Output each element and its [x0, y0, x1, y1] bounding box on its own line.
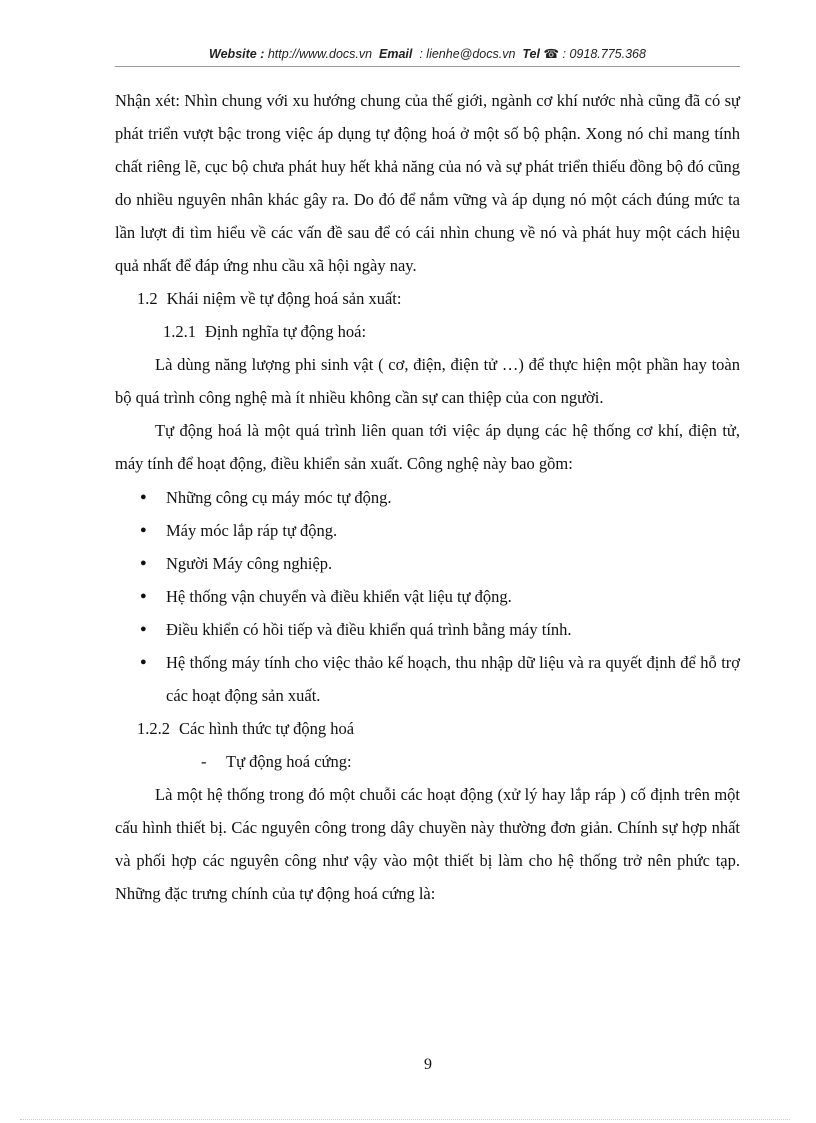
- paragraph-remark: Nhận xét: Nhìn chung với xu hướng chung của thế giới, ngành cơ khí nước nhà cũng đã có sự phát triển vượt bậc trong việc áp dụng tự động hoá ở một số bộ phận. Xong nó chỉ mang tính chất riêng lẽ, cục bộ chưa phát huy hết khả năng của nó và sự phát triển thiếu đồng bộ đó cũng do nhiều nguyên nhân khác gây ra. Do đó để nắm vững và áp dụng nó một cách đúng mức ta lần lượt đi tìm hiểu về các vấn đề sau để có cái nhìn chung về nó và phát huy một cách hiệu quả nhất để đáp ứng nhu cầu xã hội ngày nay.: [115, 91, 740, 275]
- subsection-title: Định nghĩa tự động hoá:: [205, 322, 367, 341]
- list-item: ● Điều khiển có hồi tiếp và điều khiển quá trình bằng máy tính.: [115, 613, 740, 646]
- website-url[interactable]: http://www.docs.vn: [267, 47, 373, 61]
- page-number: 9: [424, 1056, 432, 1073]
- dash-marker: -: [201, 752, 207, 771]
- list-item: ● Hệ thống vận chuyển và điều khiển vật liệu tự động.: [115, 580, 740, 613]
- phone-icon: ☎: [543, 47, 560, 61]
- section-title: Khái niệm về tự động hoá sản xuất:: [166, 289, 402, 308]
- bullet-icon: ●: [140, 491, 147, 503]
- paragraph-hard-automation: Là một hệ thống trong đó một chuỗi các hoạt động (xử lý hay lắp ráp ) cố định trên một cấu hình thiết bị. Các nguyên công trong dây chuyền này thường đơn giản. Chính sự hợp nhất và phối hợp các nguyên công như vậy vào một thiết bị làm cho hệ thống trở nên phức tạp. Những đặc trưng chính của tự động hoá cứng là:: [115, 785, 740, 903]
- subsection-number: 1.2.2: [137, 719, 170, 738]
- bullet-icon: ●: [140, 656, 147, 668]
- subsection-number: 1.2.1: [163, 322, 196, 341]
- section-number: 1.2: [137, 289, 158, 308]
- tel-label: Tel: [522, 47, 540, 61]
- technology-list: [115, 481, 740, 712]
- subsection-heading-1-2-1: [115, 315, 740, 348]
- email-label: Email: [379, 47, 413, 61]
- section-heading-1-2: [115, 282, 740, 315]
- subsection-heading-1-2-2: [115, 712, 740, 745]
- tel-number: 0918.775.368: [569, 47, 646, 61]
- footer-rule: [20, 1119, 790, 1120]
- dash-item-hard-automation: [115, 745, 740, 778]
- bullet-icon: ●: [140, 590, 147, 602]
- bullet-icon: ●: [140, 623, 147, 635]
- paragraph-automation: Tự động hoá là một quá trình liên quan tới việc áp dụng các hệ thống cơ khí, điện tử, máy tính để hoạt động, điều khiển sản xuất. Công nghệ này bao gồm:: [115, 421, 740, 473]
- email-address[interactable]: lienhe@docs.vn: [426, 47, 516, 61]
- list-item: ● Hệ thống máy tính cho việc thảo kế hoạch, thu nhập dữ liệu và ra quyết định để hỗ trợ các hoạt động sản xuất.: [115, 646, 740, 712]
- document-body: [115, 84, 740, 910]
- website-label: Website: [209, 47, 257, 61]
- subsection-title: Các hình thức tự động hoá: [179, 719, 355, 738]
- list-item: ● Những công cụ máy móc tự động.: [115, 481, 740, 514]
- dash-item-text: Tự động hoá cứng:: [226, 752, 352, 771]
- paragraph-definition: Là dùng năng lượng phi sinh vật ( cơ, điện, điện tử …) để thực hiện một phần hay toàn bộ quá trình công nghệ mà ít nhiều không cần sự can thiệp của con người.: [115, 355, 740, 407]
- list-item: ● Máy móc lắp ráp tự động.: [115, 514, 740, 547]
- bullet-icon: ●: [140, 557, 147, 569]
- header-rule: [115, 66, 740, 67]
- bullet-icon: ●: [140, 524, 147, 536]
- list-item: ● Người Máy công nghiệp.: [115, 547, 740, 580]
- page-header: Website : http://www.docs.vn Email : lienhe@docs.vn Tel ☎ : 0918.775.368: [209, 47, 646, 61]
